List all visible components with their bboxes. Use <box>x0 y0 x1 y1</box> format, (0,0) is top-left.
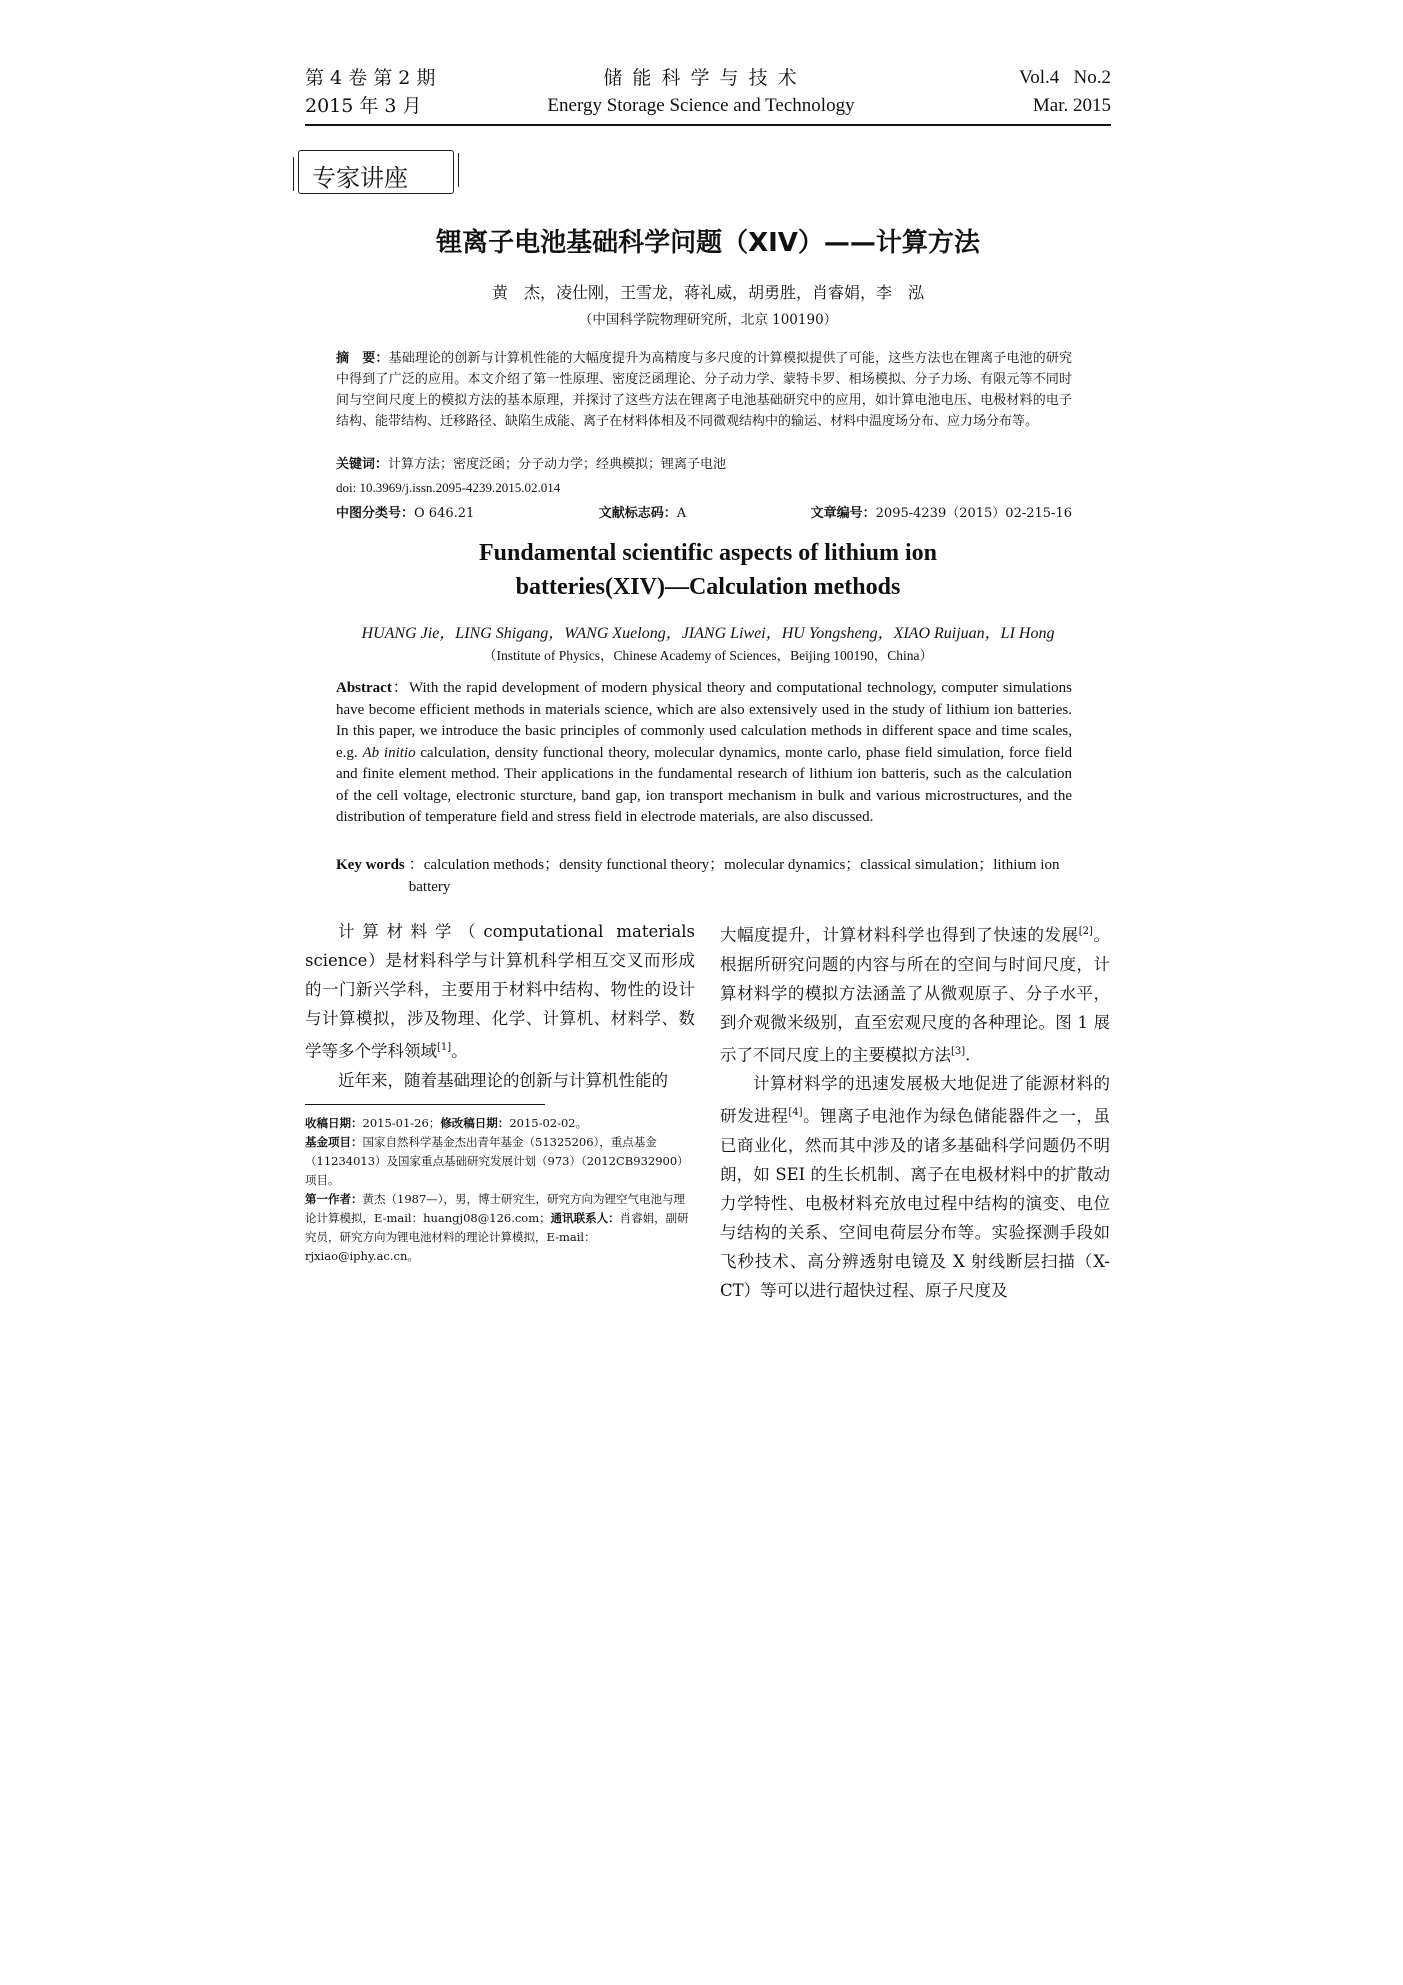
keywords-en <box>336 855 1072 898</box>
header-date-en: Mar. 2015 <box>1032 95 1111 116</box>
article-no-label: 文章编号： <box>810 506 876 521</box>
revised-value: 2015-02-02。 <box>509 1116 588 1130</box>
body-right-p2-text-b: 。锂离子电池作为绿色储能器件之一，虽已商业化，然而其中涉及的诸多基础科学问题仍不明朗，如 SEI 的生长机制、离子在电极材料中的扩散动力学特性、电极材料充放电过程中结构的演变、电位与结构的关系、空间电荷层分布等。实验探测手段如飞秒技术、高分辨透射电镜及 X 射线断层扫描（X-CT）等可以进行超快过程、原子尺度及 <box>720 1106 1111 1300</box>
footnote-fund <box>305 1133 695 1190</box>
classification-row <box>336 502 1072 521</box>
body-left-p2: 近年来，随着基础理论的创新与计算机性能的 <box>338 1070 668 1090</box>
keywords-cn-text: 计算方法；密度泛函；分子动力学；经典模拟；锂离子电池 <box>388 457 727 472</box>
header-vol-no: Vol.4 No.2 <box>1018 67 1111 88</box>
clc-value: O 646.21 <box>414 506 475 521</box>
journal-name-en: Energy Storage Science and Technology <box>547 95 855 116</box>
abstract-en-text-1: ：With the rapid development of modern physical theory and computational technology, computer simulations have become efficient methods in materials science, which are also extensively used in the study of lithium ion batteries. In this paper, we introduce the basic principles of commonly used calculation methods in different space and time scales, e.g. <box>336 680 1072 761</box>
body-right-p2-text-a: 计算材料学的迅速发展极大地促进了能源材料的研发进程 <box>720 1074 1110 1126</box>
author-label: 第一作者： <box>305 1192 363 1206</box>
article-no-value: 2095-4239（2015）02-215-16 <box>875 506 1072 521</box>
revised-label: 修改稿日期： <box>440 1116 510 1130</box>
ref-4: [4] <box>788 1107 803 1118</box>
body-right-p1-end: . <box>965 1045 971 1064</box>
doi: doi: 10.3969/j.issn.2095-4239.2015.02.014 <box>336 480 561 495</box>
body-left-p1-text: 计算材料学（computational materials science）是材料科学与计算机科学相互交叉而形成的一门新兴学科，主要用于材料中结构、物性的设计与计算模拟，涉及物理、化学、计算机、材料学、数学等多个学科领域 <box>305 922 695 1061</box>
section-badge: 专家讲座 <box>312 164 408 192</box>
abstract-en-label: Abstract <box>336 680 392 696</box>
received-value: 2015-01-26； <box>362 1116 441 1130</box>
body-left-p1-end: 。 <box>451 1041 468 1061</box>
header-volume-issue <box>305 64 435 120</box>
title-cn: 锂离子电池基础科学问题（XIV）——计算方法 <box>436 228 980 258</box>
fund-label: 基金项目： <box>305 1135 363 1149</box>
footnotes <box>305 1114 695 1266</box>
article-no <box>811 502 1072 521</box>
footnote-dates <box>305 1114 695 1133</box>
ref-3: [3] <box>951 1045 966 1057</box>
body-left-p1 <box>305 917 695 1066</box>
fund-value: 国家自然科学基金杰出青年基金（51325206），重点基金（11234013）及国家重点基础研究发展计划（973）（2012CB932900）项目。 <box>305 1135 689 1187</box>
body-right-p1 <box>720 917 1110 1069</box>
body-right-p1-text-a: 大幅度提升，计算材料科学也得到了快速的发展 <box>720 925 1079 945</box>
clc-label: 中图分类号： <box>336 506 415 521</box>
affiliation-cn: （中国科学院物理研究所，北京 100190） <box>578 312 838 328</box>
clc <box>336 502 474 521</box>
abstract-cn <box>336 348 1072 432</box>
header-volume: 第 4 卷 第 2 期 <box>305 67 436 89</box>
author-value: 黄杰（1987—），男，博士研究生，研究方向为锂空气电池与理论计算模拟，E-mail：huangj08@126.com； <box>305 1192 686 1225</box>
received-label: 收稿日期： <box>305 1116 363 1130</box>
doc-code-value: A <box>676 506 687 521</box>
header-journal <box>451 64 951 120</box>
abstract-cn-label: 摘 要： <box>336 351 389 366</box>
body-right-p1-text-b: 。根据所研究问题的内容与所在的空间与时间尺度，计算材料学的模拟方法涵盖了从微观原子、分子水平，到介观微米级别，直至宏观尺度的各种理论。图 1 展示了不同尺度上的主要模拟方法 <box>720 925 1111 1064</box>
contact-value: 肖睿娟，副研究员，研究方向为锂电池材料的理论计算模拟，E-mail：rjxiao@iphy.ac.cn。 <box>305 1211 689 1263</box>
keywords-en-label: Key words <box>336 857 405 873</box>
authors-en: HUANG Jie，LING Shigang，WANG Xuelong，JIANG Liwei，HU Yongsheng，XIAO Ruijuan，LI Hong <box>361 625 1055 642</box>
header-rule <box>305 124 1111 126</box>
footnote-author <box>305 1190 695 1266</box>
header-volume-en <box>1019 64 1111 120</box>
affiliation-en: （Institute of Physics，Chinese Academy of Sciences，Beijing 100190，China） <box>483 648 933 663</box>
ref-1: [1] <box>437 1042 452 1053</box>
keywords-en-text: ：calculation methods；density functional theory；molecular dynamics；classical simulation；lithium ion battery <box>408 857 1060 895</box>
doc-code-label: 文献标志码： <box>598 506 677 521</box>
abstract-en-text-2: calculation, density functional theory, molecular dynamics, monte carlo, phase field simulation, force field and finite element method. Their applications in the fundamental research of lithium ion batteris, such as the calculation of the cell voltage, electronic sturcture, band gap, ion transport mechanism in bulk and various microstructures, and the distribution of temperature field and stress field in electrode materials, are also discussed. <box>336 744 1072 825</box>
contact-label: 通讯联系人： <box>550 1211 620 1225</box>
title-en-line1: Fundamental scientific aspects of lithium ion <box>478 540 937 566</box>
footnote-rule <box>305 1104 545 1105</box>
body-right-column <box>720 917 1110 1305</box>
body-right-p2 <box>720 1069 1110 1305</box>
keywords-cn <box>336 454 726 475</box>
abstract-cn-text: 基础理论的创新与计算机性能的大幅度提升为高精度与多尺度的计算模拟提供了可能，这些方法也在锂离子电池的研究中得到了广泛的应用。本文介绍了第一性原理、密度泛函理论、分子动力学、蒙特卡罗、相场模拟、分子力场、有限元等不同时间与空间尺度上的模拟方法的基本原理，并探讨了这些方法在锂离子电池基础研究中的应用，如计算电池电压、电极材料的电子结构、能带结构、迁移路径、缺陷生成能、离子在材料体相及不同微观结构中的输运、材料中温度场分布、应力场分布等。 <box>336 351 1072 429</box>
journal-name-cn: 储 能 科 学 与 技 术 <box>603 67 799 89</box>
keywords-cn-label: 关键词： <box>336 457 389 472</box>
body-left-column <box>305 917 695 1095</box>
ref-2: [2] <box>1078 926 1093 937</box>
title-en-line2: batteries(XIV)—Calculation methods <box>515 574 901 600</box>
doc-code <box>599 502 686 521</box>
authors-cn: 黄 杰，凌仕刚，王雪龙，蒋礼威，胡勇胜，肖睿娟，李 泓 <box>491 283 924 302</box>
abstract-en-italic: Ab initio <box>362 744 416 761</box>
header-date-cn: 2015 年 3 月 <box>305 95 422 117</box>
abstract-en <box>336 678 1072 829</box>
title-en <box>305 536 1111 604</box>
